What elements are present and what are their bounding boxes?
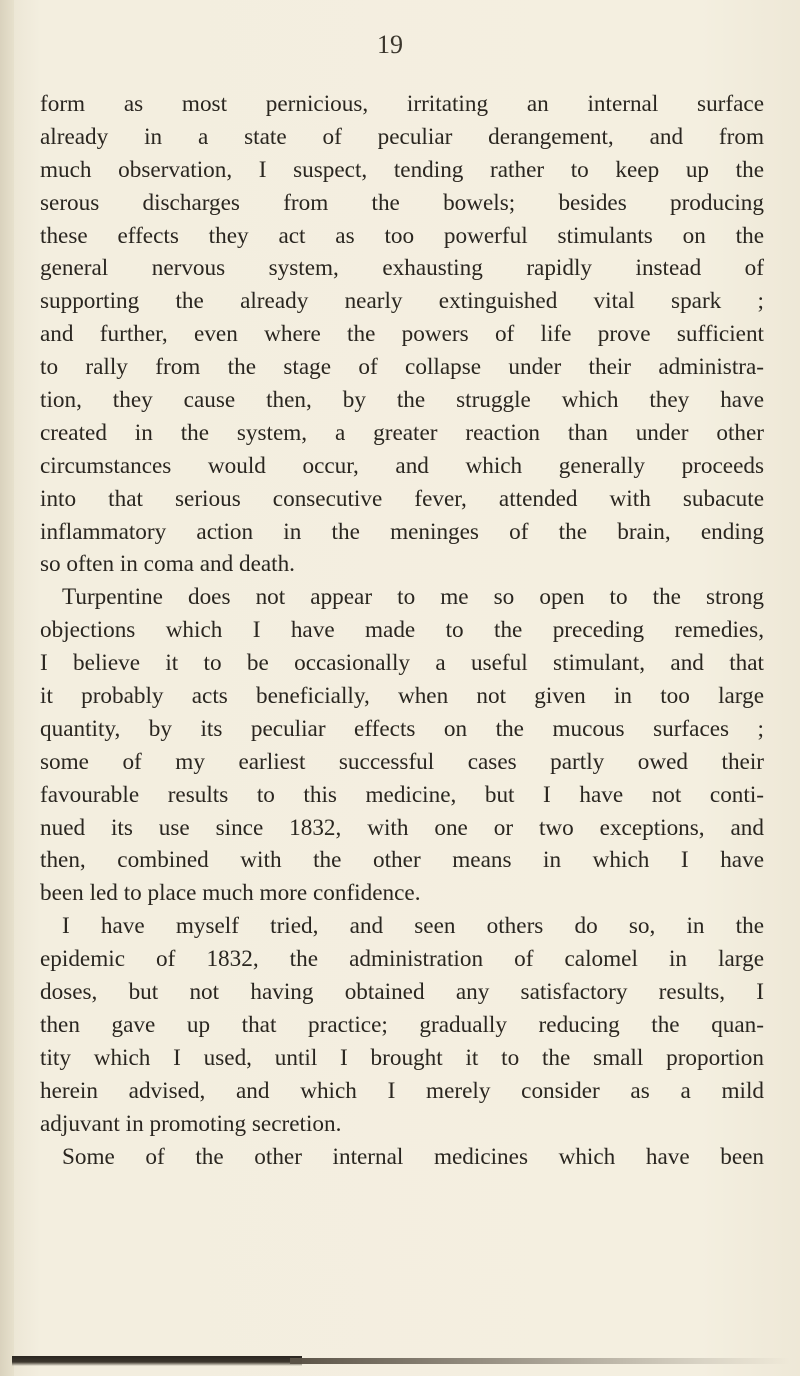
scan-bottom-edge: [12, 1356, 302, 1366]
text-line: tion, they cause then, by the struggle which they have: [40, 387, 764, 414]
text-line: Some of the other internal medicines which have been: [62, 1143, 764, 1170]
text-line: circumstances would occur, and which generally proceeds: [40, 452, 764, 479]
text-line: nued its use since 1832, with one or two exceptions, and: [40, 814, 764, 841]
text-line: serous discharges from the bowels; besides producing: [40, 189, 764, 216]
text-line: supporting the already nearly extinguished vital spark ;: [40, 288, 764, 315]
text-line: tity which I used, until I brought it to the small proportion: [40, 1044, 764, 1071]
text-line: much observation, I suspect, tending rather to keep up the: [40, 156, 764, 183]
text-line: then, combined with the other means in which I have: [40, 847, 764, 874]
text-line: general nervous system, exhausting rapidly instead of: [40, 255, 764, 282]
page-number: 19: [377, 30, 403, 59]
text-line: these effects they act as too powerful stimulants on the: [40, 222, 764, 249]
text-line: epidemic of 1832, the administration of calomel in large: [40, 946, 764, 973]
text-line: Turpentine does not appear to me so open to the strong: [62, 584, 764, 611]
text-line: herein advised, and which I merely consider as a mild: [40, 1077, 764, 1104]
text-line: so often in coma and death.: [40, 551, 295, 578]
text-line: favourable results to this medicine, but I have not conti-: [40, 781, 764, 808]
text-line: adjuvant in promoting secretion.: [40, 1110, 342, 1137]
text-line: some of my earliest successful cases partly owed their: [40, 748, 764, 775]
text-line: objections which I have made to the preceding remedies,: [40, 617, 764, 644]
text-line: created in the system, a greater reaction than under other: [40, 419, 764, 446]
text-line: and further, even where the powers of life prove sufficient: [40, 321, 764, 348]
paragraph-3: [40, 910, 764, 1140]
scan-bottom-shadow: [290, 1358, 790, 1364]
text-line: to rally from the stage of collapse under their administra-: [40, 354, 764, 381]
paragraph-2: [40, 581, 764, 910]
text-line: form as most pernicious, irritating an internal surface: [40, 91, 764, 117]
text-line: into that serious consecutive fever, attended with subacute: [40, 485, 764, 512]
text-line: quantity, by its peculiar effects on the mucous surfaces ;: [40, 715, 764, 742]
text-line: then gave up that practice; gradually reducing the quan-: [40, 1011, 764, 1038]
text-line: I believe it to be occasionally a useful stimulant, and that: [40, 650, 764, 677]
text-line: inflammatory action in the meninges of the brain, ending: [40, 518, 764, 545]
text-line: it probably acts beneficially, when not given in too large: [40, 683, 764, 710]
paragraph-1: [40, 88, 764, 581]
text-line: I have myself tried, and seen others do so, in the: [62, 913, 764, 940]
text-line: already in a state of peculiar derangement, and from: [40, 123, 764, 150]
page-gutter-edge: [0, 0, 14, 1376]
paragraph-4: [40, 1141, 764, 1174]
text-line: been led to place much more confidence.: [40, 880, 421, 907]
text-line: doses, but not having obtained any satisfactory results, I: [40, 979, 764, 1006]
body-text: [40, 88, 764, 1173]
